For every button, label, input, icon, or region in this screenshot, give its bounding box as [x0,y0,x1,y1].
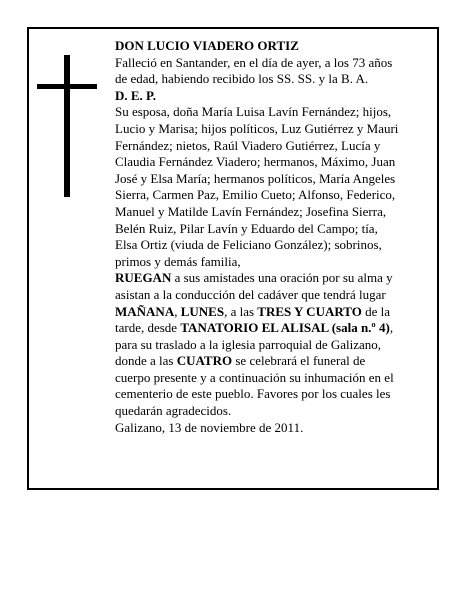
request-text-3: de la tarde, desde [115,303,390,336]
request-text-5: se celebrará el funeral de cuerpo presente y a continuación su inhumación en el cementerio de este pueblo. Favores por los cuales les quedarán agradecidos. [115,353,394,419]
dep-label: D. E. P. [115,87,157,103]
request-text-1: a sus amistades una oración por su alma y asistan a la conducción del cadáver que tendrá lugar [115,270,393,302]
day-manana: MAÑANA [115,303,175,319]
tanatorio-name: TANATORIO EL ALISAL (sala n.º 4) [180,320,390,336]
day-lunes: LUNES [180,303,225,319]
funeral-request [115,270,401,419]
obituary-text [115,38,401,436]
family-list: Su esposa, doña María Luisa Lavín Fernández; hijos, Lucio y Marisa; hijos políticos, Luz Gutiérrez y Mauri Fernández; nietos, Raúl Viadero Gutiérrez, Lucía y Claudia Fernández Viadero; hermanos, Máximo, Juan José y Elsa María; hermanos políticos, María Angeles Sierra, Carmen Paz, Emilio Cueto; Alfonso, Federico, Manuel y Matilde Lavín Fernández; Josefina Sierra, Belén Ruiz, Pilar Lavín y Eduardo del Campo; tía, Elsa Ortiz (viuda de Feliciano González); sobrinos, primos y demás familia, [115,104,399,269]
ruegan-word: RUEGAN [115,270,172,286]
time-cuatro: CUATRO [176,353,233,369]
cross-icon [37,55,97,197]
death-announcement: Falleció en Santander, en el día de ayer, a los 73 años de edad, habiendo recibido los SS. SS. y la B. A. [115,54,393,87]
deceased-name: DON LUCIO VIADERO ORTIZ [115,38,299,53]
request-text-2: , a las [224,303,258,319]
date-line: Galizano, 13 de noviembre de 2011. [115,419,304,435]
request-text-4: , para su traslado a la iglesia parroquial de Galizano, donde a las [115,320,394,369]
request-sep-1: , [174,303,181,319]
time-tres-y-cuarto: TRES Y CUARTO [257,303,362,319]
